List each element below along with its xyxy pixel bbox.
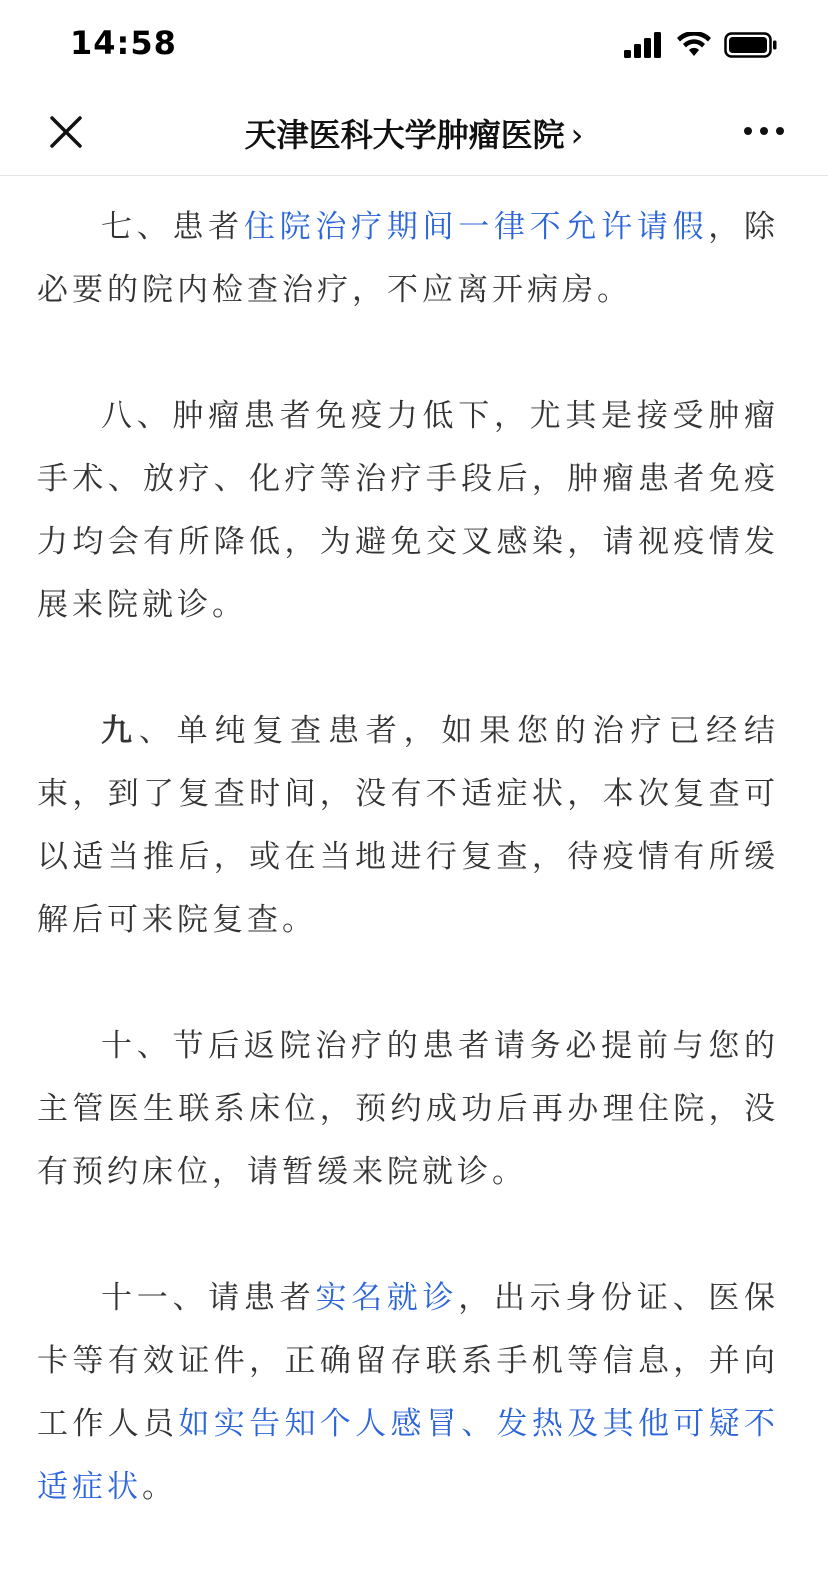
p9-text: 、单纯复查患者，如果您的治疗已经结束，到了复查时间，没有不适症状，本次复查可以适当推后，或在当地进行复查，待疫情有所缓解后可来院复查。 xyxy=(37,713,780,938)
article-paragraph-10 xyxy=(37,1015,779,1204)
chevron-right-icon: › xyxy=(570,116,584,154)
article-paragraph-7 xyxy=(37,196,779,322)
p8-text: 八、肿瘤患者免疫力低下，尤其是接受肿瘤手术、放疗、化疗等治疗手段后，肿瘤患者免疫力均会有所降低，为避免交叉感染，请视疫情发展来院就诊。 xyxy=(37,398,779,623)
status-bar xyxy=(0,0,828,88)
article-content xyxy=(37,196,779,1582)
battery-icon xyxy=(724,32,778,58)
p11-highlight-1: 实名就诊 xyxy=(315,1280,459,1316)
wifi-icon xyxy=(676,32,712,58)
p11-text-c: ，出示身份证、医保卡等有效证件，正确留存联系手机等信息，并向工作人员 xyxy=(37,1280,780,1442)
p7-highlight: 住院治疗期间一律不允许请假 xyxy=(243,209,709,245)
article-paragraph-8 xyxy=(37,385,779,637)
page-title-text: 天津医科大学肿瘤医院 xyxy=(244,116,565,154)
nav-bar xyxy=(0,88,828,176)
p11-text-e: 。 xyxy=(142,1469,177,1505)
p11-text-a: 十一、请患者 xyxy=(101,1280,316,1316)
page-title[interactable] xyxy=(0,110,828,156)
more-icon-dot xyxy=(744,127,752,135)
p9-number: 九 xyxy=(101,713,139,749)
p10-text: 十、节后返院治疗的患者请务必提前与您的主管医生联系床位，预约成功后再办理住院，没有预约床位，请暂缓来院就诊。 xyxy=(37,1028,779,1190)
p7-text-c: ，除必要的院内检查治疗，不应离开病房。 xyxy=(37,209,780,308)
more-button[interactable] xyxy=(744,124,784,138)
signal-icon xyxy=(624,32,664,58)
more-icon-dot xyxy=(760,127,768,135)
p11-highlight-2: 如实告知个人感冒、发热及其他可疑不适症状 xyxy=(37,1406,780,1505)
p7-text-a: 七、患者 xyxy=(101,209,244,245)
status-time: 14:58 xyxy=(70,24,177,62)
article-paragraph-9 xyxy=(37,700,779,952)
more-icon-dot xyxy=(776,127,784,135)
article-paragraph-11 xyxy=(37,1267,779,1519)
status-icons xyxy=(624,30,778,60)
